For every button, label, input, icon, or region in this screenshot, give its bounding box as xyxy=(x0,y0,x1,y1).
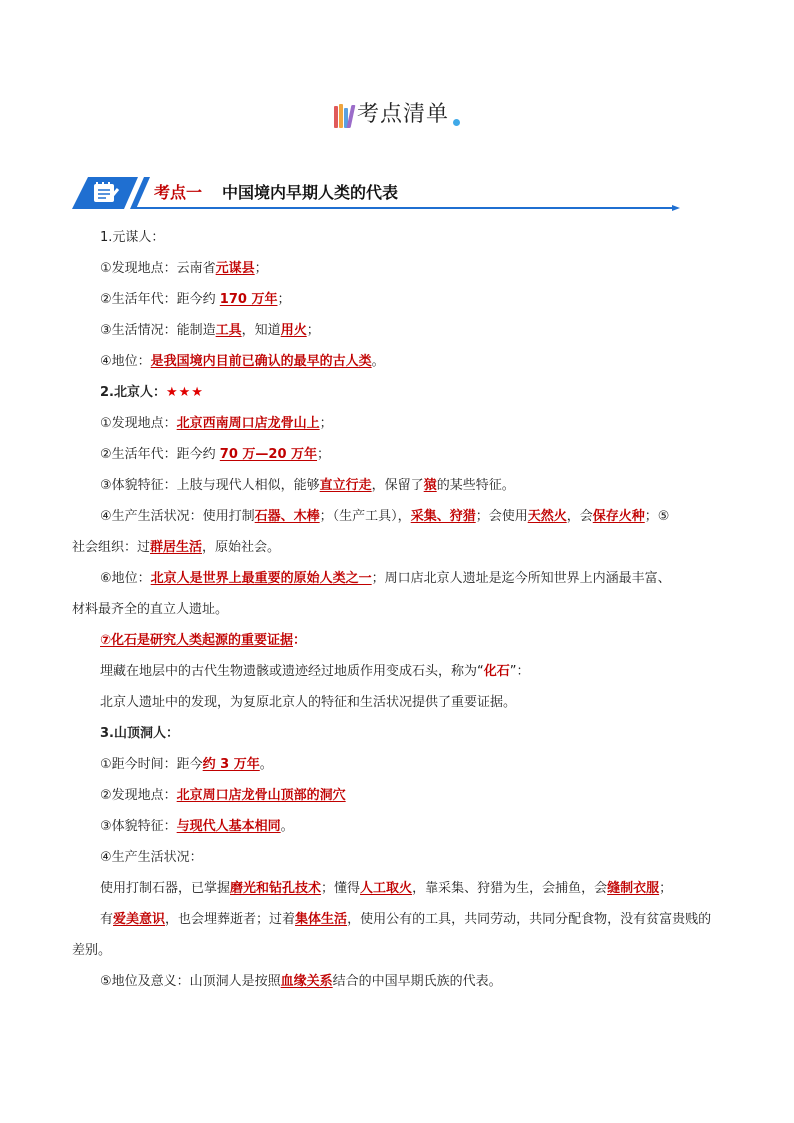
section-topic: 中国境内早期人类的代表 xyxy=(222,183,399,202)
page-title: 考点清单 xyxy=(356,102,449,127)
beijing-fossil-heading: ⑦化石是研究人类起源的重要证据： xyxy=(100,633,307,648)
shandingdong-status: ⑤地位及意义：山顶洞人是按照血缘关系结合的中国早期氏族的代表。 xyxy=(100,974,502,989)
shandingdong-production: 使用打制石器，已掌握磨光和钻孔技术；懂得人工取火，靠采集、狩猎为生，会捕鱼，会缝制衣服； xyxy=(100,881,673,896)
shandingdong-location: ②发现地点：北京周口店龙骨山顶部的洞穴 xyxy=(100,788,346,803)
shandingdong-time: ①距今时间：距今约 3 万年。 xyxy=(100,757,273,772)
yuanmou-age: ②生活年代：距今约 170 万年； xyxy=(100,292,291,307)
beijing-fossil-def: 埋藏在地层中的古代生物遗骸或遗迹经过地质作用变成石头，称为“化石”： xyxy=(100,664,530,679)
star-rating: ★★★ xyxy=(165,385,204,400)
yuanmou-status: ④地位：是我国境内目前已确认的最早的古人类。 xyxy=(100,354,385,369)
shandingdong-society: 有爱美意识，也会埋葬逝者；过着集体生活，使用公有的工具，共同劳动，共同分配食物，没有贫富贵贱的 xyxy=(100,912,712,927)
beijing-production: ④生产生活状况：使用打制石器、木棒；（生产工具），采集、狩猎；会使用天然火，会保存火种；⑤ xyxy=(100,509,670,524)
beijing-status: ⑥地位：北京人是世界上最重要的原始人类之一；周口店北京人遗址是迄今所知世界上内涵最丰富、 xyxy=(100,571,671,586)
yuanmou-heading: 1.元谋人： xyxy=(100,230,165,245)
books-icon xyxy=(334,102,353,128)
beijing-fossil-evidence: 北京人遗址中的发现，为复原北京人的特征和生活状况提供了重要证据。 xyxy=(100,695,517,710)
shandingdong-heading: 3.山顶洞人： xyxy=(100,726,179,741)
yuanmou-location: ①发现地点：云南省元谋县； xyxy=(100,261,268,276)
yuanmou-life: ③生活情况：能制造工具，知道用火； xyxy=(100,323,320,338)
page-title-block xyxy=(0,102,794,132)
content-body xyxy=(72,222,724,997)
section-label: 考点一 xyxy=(154,183,203,202)
beijing-features: ③体貌特征：上肢与现代人相似，能够直立行走，保留了猿的某些特征。 xyxy=(100,478,515,493)
shandingdong-production-heading: ④生产生活状况： xyxy=(100,850,203,865)
beijing-society: 社会组织：过群居生活，原始社会。 xyxy=(72,540,281,555)
beijing-heading: 2.北京人：★★★ xyxy=(100,385,204,400)
beijing-status-cont: 材料最齐全的直立人遗址。 xyxy=(72,602,229,617)
section-header xyxy=(72,177,680,209)
beijing-age: ②生活年代：距今约 70 万—20 万年； xyxy=(100,447,331,462)
shandingdong-features: ③体貌特征：与现代人基本相同。 xyxy=(100,819,294,834)
dot-icon xyxy=(453,119,460,126)
shandingdong-society-cont: 差别。 xyxy=(72,943,112,958)
beijing-location: ①发现地点：北京西南周口店龙骨山上； xyxy=(100,416,333,431)
